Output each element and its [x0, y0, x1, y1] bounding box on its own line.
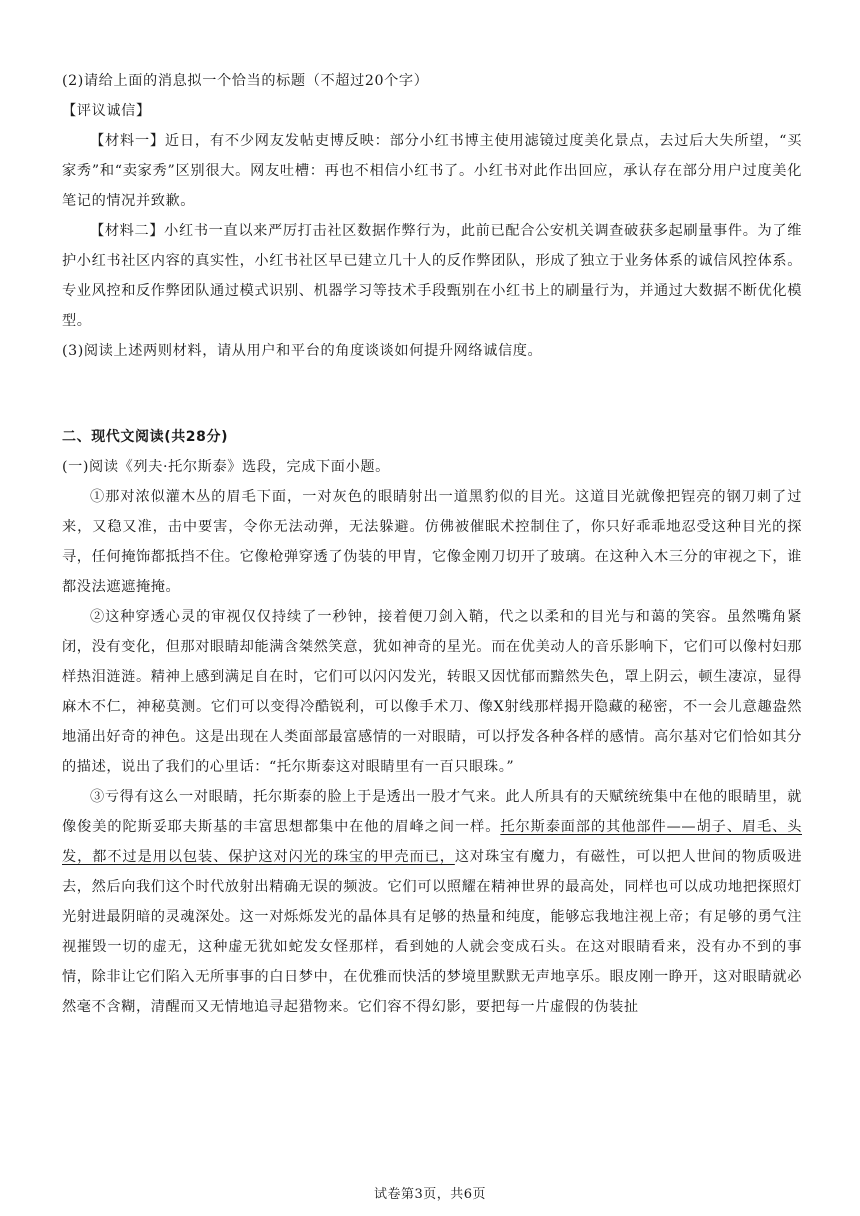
passage-paragraph-1: ①那对浓似灌木丛的眉毛下面，一对灰色的眼睛射出一道黑豹似的目光。这道目光就像把锃亮的钢刀刺了过来，又稳又准，击中要害，令你无法动弹，无法躲避。仿佛被催眠术控制住了，你只好乖乖地忍受这种目光的探寻，任何掩饰都抵挡不住。它像枪弹穿透了伪装的甲胄，它像金刚刀切开了玻璃。在这种入木三分的审视之下，谁都没法遮遮掩掩。: [62, 489, 802, 595]
question-3: (3)阅读上述两则材料，请从用户和平台的角度谈谈如何提升网络诚信度。: [62, 343, 543, 359]
passage-paragraph-2: ②这种穿透心灵的审视仅仅持续了一秒钟，接着便刀剑入鞘，代之以柔和的目光与和蔼的笑容。虽然嘴角紧闭，没有变化，但那对眼睛却能满含桀然笑意，犹如神奇的星光。而在优美动人的音乐影响下，它们可以像村妇那样热泪涟涟。精神上感到满足自在时，它们可以闪闪发光，转眼又因忧郁而黯然失色，罩上阴云，顿生凄凉，显得麻木不仁，神秘莫测。它们可以变得冷酷锐利，可以像手术刀、像X射线那样揭开隐藏的秘密，不一会儿意趣盎然地涌出好奇的神色。这是出现在人类面部最富感情的一对眼睛，可以抒发各种各样的感情。高尔基对它们恰如其分的描述，说出了我们的心里话：“托尔斯泰这对眼睛里有一百只眼珠。”: [62, 609, 802, 775]
passage-paragraph-3: [62, 782, 802, 1022]
page-footer: 试卷第3页，共6页: [373, 1187, 487, 1202]
section-2-heading: 二、现代文阅读(共28分): [62, 429, 229, 445]
material-2: 【材料二】小红书一直以来严厉打击社区数据作弊行为，此前已配合公安机关调查破获多起刷量事件。为了维护小红书社区内容的真实性，小红书社区早已建立几十人的反作弊团队，形成了独立于业务体系的诚信风控体系。专业风控和反作弊团队通过模式识别、机器学习等技术手段甄别在小红书上的刷量行为，并通过大数据不断优化模型。: [62, 223, 802, 329]
page-content: [62, 66, 802, 1022]
para3-underlined-sentence: 托尔斯泰面部的其他部件——胡子、眉毛、头发，都不过是用以包装、保护这对闪光的珠宝的甲壳而已，: [62, 819, 802, 865]
para3-post: 这对珠宝有魔力，有磁性，可以把人世间的物质吸进去，然后向我们这个时代放射出精确无误的频波。它们可以照耀在精神世界的最高处，同样也可以成功地把探照灯光射进最阴暗的灵魂深处。这一对烁烁发光的晶体具有足够的热量和纯度，能够忘我地注视上帝；有足够的勇气注视摧毁一切的虚无，这种虚无犹如蛇发女怪那样，看到她的人就会变成石头。在这对眼睛看来，没有办不到的事情，除非让它们陷入无所事事的白日梦中，在优雅而快活的梦境里默默无声地享乐。眼皮刚一睁开，这对眼睛就必然毫不含糊，清醒而又无情地追寻起猎物来。它们容不得幻影，要把每一片虚假的伪装扯: [62, 849, 802, 1015]
question-2: (2)请给上面的消息拟一个恰当的标题（不超过20个字）: [62, 73, 429, 89]
para3-pre: ③亏得有这么一对眼睛，托尔斯泰的脸上于是透出一股才气来。此人所具有的天赋统统集中在他的眼睛里，就像俊美的陀斯妥耶夫斯基的丰富思想都集中在他的眉峰之间一样。: [62, 789, 802, 835]
section-gap: [62, 366, 802, 422]
subsection-1-instruction: (一)阅读《列夫·托尔斯泰》选段，完成下面小题。: [62, 459, 390, 475]
ping-yi-heading: 【评议诚信】: [62, 103, 151, 119]
material-1: 【材料一】近日，有不少网友发帖吏博反映：部分小红书博主使用滤镜过度美化景点，去过后大失所望，“买家秀”和“卖家秀”区别很大。网友吐槽：再也不相信小红书了。小红书对此作出回应，承认存在部分用户过度美化笔记的情况并致歉。: [62, 133, 802, 209]
